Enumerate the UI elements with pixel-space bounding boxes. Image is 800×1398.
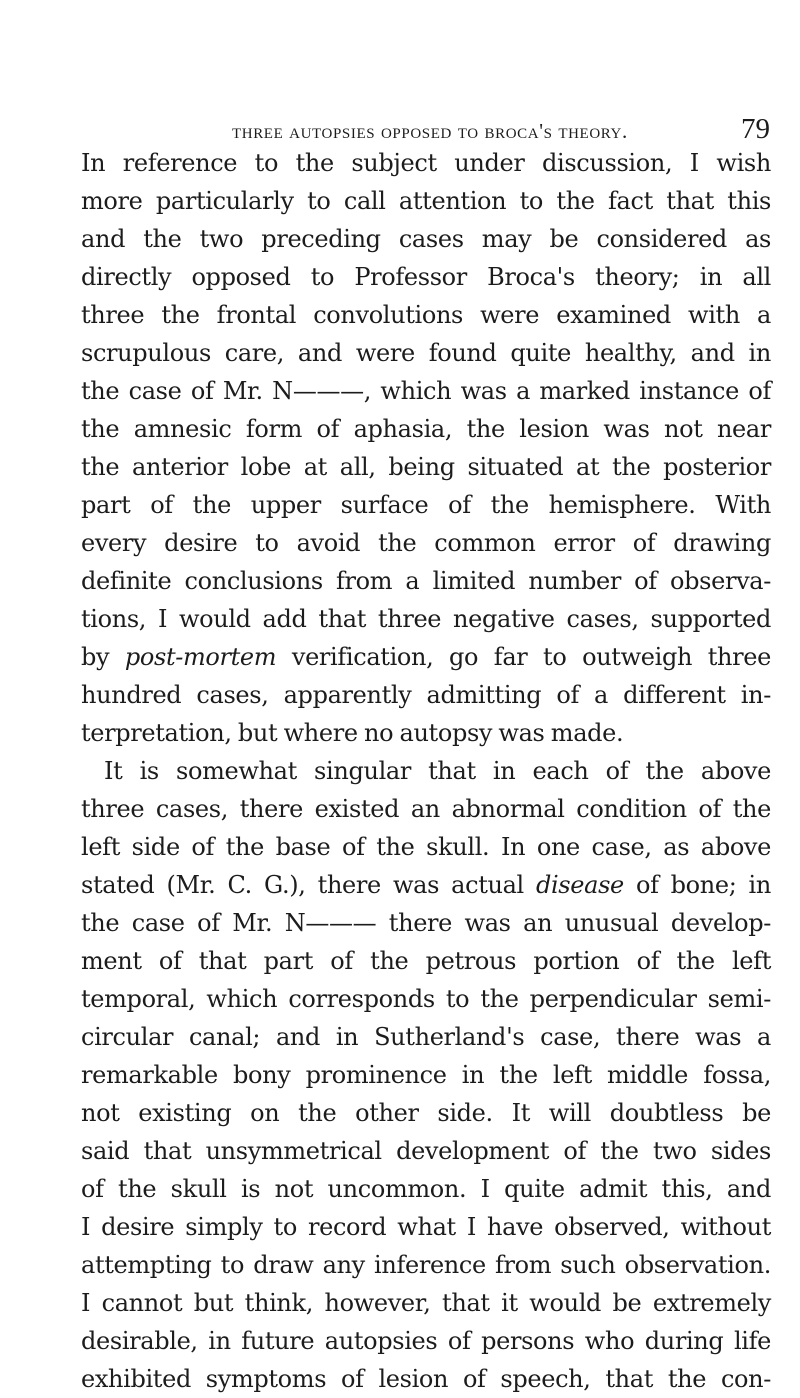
running-title: three autopsies opposed to broca's theory. (232, 119, 628, 143)
text-line: part of the upper surface of the hemisphere. With (81, 491, 771, 519)
body-text (81, 144, 771, 1398)
text-line: hundred cases, apparently admitting of a different in- (81, 681, 771, 709)
running-head (232, 113, 770, 147)
text-line: three cases, there existed an abnormal condition of the (81, 795, 771, 823)
text-line: remarkable bony prominence in the left middle fossa, (81, 1061, 771, 1089)
text-line: ment of that part of the petrous portion of the left (81, 947, 771, 975)
text-line: attempting to draw any inference from such observation. (81, 1251, 771, 1279)
text-line: It is somewhat singular that in each of the above (104, 757, 771, 785)
text-line: definite conclusions from a limited number of observa- (81, 567, 771, 595)
text-line: said that unsymmetrical development of the two sides (81, 1137, 771, 1165)
text-line: temporal, which corresponds to the perpendicular semi- (81, 985, 771, 1013)
text-line: I cannot but think, however, that it would be extremely (81, 1289, 771, 1317)
text-line: and the two preceding cases may be considered as (81, 225, 771, 253)
text-line: tions, I would add that three negative cases, supported (81, 605, 771, 633)
text-line: circular canal; and in Sutherland's case, there was a (81, 1023, 771, 1051)
text-line: three the frontal convolutions were examined with a (81, 301, 771, 329)
text-line: not existing on the other side. It will doubtless be (81, 1099, 771, 1127)
text-line: the amnesic form of aphasia, the lesion was not near (81, 415, 771, 443)
page-number: 79 (741, 113, 770, 145)
italic-term: disease (535, 871, 624, 899)
text-line: terpretation, but where no autopsy was made. (81, 719, 624, 747)
text-line: of the skull is not uncommon. I quite admit this, and (81, 1175, 771, 1203)
text-line: by post-mortem verification, go far to outweigh three (81, 643, 771, 671)
text-line: In reference to the subject under discussion, I wish (81, 149, 771, 177)
text-line: desirable, in future autopsies of persons who during life (81, 1327, 771, 1355)
text-line: left side of the base of the skull. In one case, as above (81, 833, 771, 861)
text-line: scrupulous care, and were found quite healthy, and in (81, 339, 771, 367)
italic-term: post-mortem (124, 643, 277, 671)
text-line: directly opposed to Professor Broca's theory; in all (81, 263, 771, 291)
text-line: the anterior lobe at all, being situated at the posterior (81, 453, 771, 481)
text-line: more particularly to call attention to the fact that this (81, 187, 771, 215)
text-line: every desire to avoid the common error of drawing (81, 529, 771, 557)
text-line: stated (Mr. C. G.), there was actual disease of bone; in (81, 871, 771, 899)
text-line: exhibited symptoms of lesion of speech, that the con- (81, 1365, 771, 1393)
text-line: the case of Mr. N———, which was a marked instance of (81, 377, 771, 405)
text-line: I desire simply to record what I have observed, without (81, 1213, 771, 1241)
text-line: the case of Mr. N——— there was an unusual develop- (81, 909, 771, 937)
